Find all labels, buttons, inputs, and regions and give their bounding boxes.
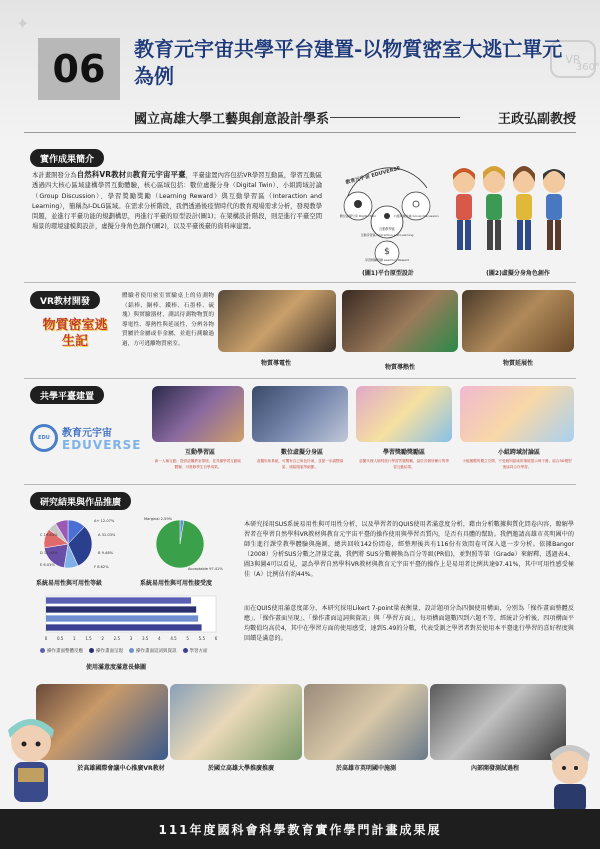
section-label-vr: VR教材開發 (30, 291, 100, 309)
eduverse-logo (30, 422, 140, 458)
vr-screenshot-thermal (342, 290, 458, 352)
pie-label: B 9.48% (98, 551, 114, 555)
intro-body: ，平臺建置內容包括VR學習互動區，學習互動區透過四大核心區域建構學習互動體驗，核心區域包括：數位虛擬分身（Digital Twin）、小組跨域討論（Group Discussion）、學習獎勵獎勵（Learning Reward）與互動學習區（Interaction and Learning），簡稱為I-DLG區域。在需求分析階段，我們透過後疫情時代的教育現場需求分析，發現教學問題，並進行平臺功能的規劃構思，再進行平臺的原型設計(圖1)；在架構設計階段，則是進行平臺空間場景的環境建模與設計，虛擬分身角色創作(圖2)，以及平臺後臺的資料庫建置。 (32, 172, 323, 231)
pie-label: Acceptable 97.41% (188, 567, 223, 571)
page-title: 教育元宇宙共學平台建置-以物質密室大逃亡單元為例 (134, 37, 563, 88)
photo-caption-1: 於高雄國際會議中心推廣VR教材 (77, 765, 165, 772)
platform-caption-2: 數位虛擬分身區 (280, 449, 323, 456)
360-icon: 360° (575, 62, 600, 73)
diagram-node-center: 互動教學區 (379, 227, 395, 231)
vr-caption-1: 物質導電性 (260, 360, 291, 367)
dollar-icon: $ (384, 247, 390, 257)
x-tick-label: 3 (129, 636, 133, 641)
eduverse-logo-en: EDUVERSE (62, 438, 142, 452)
diagram-node-group: 小組跨域討論 Group Discussion (393, 214, 439, 218)
section-label-intro: 實作成果簡介 (30, 149, 104, 167)
diagram-node-reward: 學習獎勵獎勵 Learning Reward (364, 258, 410, 262)
section-divider (24, 282, 576, 283)
bar-legend (40, 648, 208, 654)
legend-item-3: 操作畫面這詞與資訊 (129, 648, 177, 654)
vr-screenshot-conductivity (218, 290, 336, 352)
pie-label: A 31.03% (98, 533, 116, 537)
project-number-box (38, 38, 120, 100)
platform-desc-3: 虛擬代理人個判進行學習答題獎勵，當於各個所擁行的學習互動結果。 (359, 459, 449, 469)
decorative-sparkle-icon: ✦ (16, 14, 30, 33)
diagram-title: 教育元宇宙 EDUVERSE (344, 165, 402, 186)
pie-label: Marginal 2.59% (144, 517, 173, 521)
results-paragraph-1: 本研究採用SUS系統易用性與可用性分析，以及學習者的QUIS使用者滿意度分析，藉由分析數據與質化問卷內容，瞭解學習者在學習自然學科VR教材與教育元宇宙平臺的操作使用與學習否質內，是否有具體的幫助。我們邀請高雄市英明國中的師生進行課堂教學體驗與施測，總共回收142份問卷，經整理後共有116份有效問卷可深入進一步分析。依據Bangor（2008）分析SUS分數之評量定義，我們將 SUS分數轉換為百分等級(PR值)，並對照等第（Grade）來解釋，透過表4、圖3與圖4可以看見，認為學習自然學科VR教材與教育元宇宙平臺的操作上是易用者比例共達97.41%，其中可用性感受極佳（A）比例佔有約44%。 (244, 521, 574, 578)
legend-item-4: 學習方面 (183, 648, 208, 654)
eduverse-logo-cn: 教育元宇宙 (62, 428, 112, 439)
vr-screenshot-ductility (462, 290, 574, 352)
section-divider (24, 378, 576, 379)
bar (46, 597, 191, 603)
pie-label: D 12.93% (40, 551, 58, 555)
section-label-platform: 共學平臺建置 (30, 386, 104, 404)
platform-screenshot-interaction (152, 386, 244, 442)
x-tick-label: 4.5 (170, 636, 177, 641)
diagram-node-interaction: 互動學習區 Interaction and Learning (360, 233, 414, 237)
mascot-left-illustration (0, 712, 62, 812)
results-paragraph-2: 而在QUIS使用滿意度部分，本研究採用Likert 7-point量表衡量，設計題項分為四個使用構面，分別為「操作畫面整體反應」、「操作畫面呈現」、「操作畫面這詞與資訊」與「學習方面」，每項構面題數四到六題不等，經統計分析後，四項構面平均數值均高於4，其中在學習方面的使用感受，達到5.49的分數，代表受測之學習者對於使用本平臺進行學習的喜好程度與回饋是滿意的。 (244, 605, 574, 642)
vr-paragraph: 體驗者使用密室實驗桌上的待測物（鋁棒、銅棒、鐵棒、石墨棒、硫塊）與實驗器材，測試待測物物質的導電性、導熱性與延展性，分辨各物質屬於金屬或非金屬，並進行測驗過過，方可逃離物質密室。 (122, 293, 214, 347)
project-number: 06 (52, 47, 106, 91)
platform-desc-4: 小組團體的獨立空間，不受個別區域的環境提示與干擾，結合3D模型後協同合作學習。 (462, 459, 572, 469)
platform-caption-1: 互動學習區 (184, 449, 215, 456)
bar-caption: 使用滿意度滿意長條圖 (86, 664, 147, 671)
header-divider (24, 132, 576, 133)
photo-caption-2: 於國立高雄大學推廣推廣 (207, 765, 274, 772)
intro-lead-2: 與 (126, 172, 133, 179)
photo-junior-high (304, 684, 428, 760)
avatar-characters-illustration (450, 160, 576, 264)
x-tick-label: 5.5 (198, 636, 206, 641)
pie1-caption: 系統易用性與可用性等級 (36, 580, 103, 587)
photo-university (170, 684, 302, 760)
fig1-caption: (圖1)平台原型設計 (362, 270, 414, 277)
sus-grade-pie-chart (38, 514, 134, 576)
professor: 王政弘副教授 (497, 112, 576, 127)
platform-screenshot-avatar (252, 386, 348, 442)
x-tick-label: 1 (73, 636, 76, 641)
satisfaction-bar-chart (34, 594, 224, 646)
vr-caption-2: 物質導熱性 (384, 364, 415, 371)
vr-headset-icon: VR (550, 40, 596, 78)
legend-item-2: 操作畫面呈現 (89, 648, 123, 654)
divider (330, 117, 460, 118)
intro-strong-2: 教育元宇宙平臺 (132, 170, 186, 179)
bar (46, 606, 196, 612)
pie-label: C 19.83% (40, 533, 58, 537)
diagram-node-digital-twin: 數位虛擬分身 Digital Twin (339, 214, 377, 218)
platform-screenshot-reward (356, 386, 452, 442)
x-tick-label: 2.5 (113, 636, 121, 641)
platform-caption-4: 小組跨域討論區 (497, 449, 540, 456)
platform-prototype-diagram (332, 158, 442, 270)
x-tick-label: 3.5 (141, 636, 149, 641)
x-tick-label: 5 (186, 636, 189, 641)
department: 國立高雄大學工藝與創意設計學系 (134, 112, 330, 127)
platform-caption-3: 學習獎勵獎勵區 (382, 449, 425, 456)
section-label-results: 研究結果與作品推廣 (30, 492, 131, 510)
footer-text: 111年度國科會科學教育實作學門計畫成果展 (158, 822, 442, 837)
photo-caption-4: 內部開發測試過程 (470, 765, 519, 772)
pie-label: E 6.03% (40, 563, 55, 567)
section-divider (24, 484, 576, 485)
photo-caption-3: 於高雄市英明國中施測 (335, 765, 396, 772)
platform-desc-2: 虛擬形象系統，可獨有自己角色扮演，並提一步調整頭髮、頭髮服裝等細節。 (256, 459, 344, 469)
x-tick-label: 4 (158, 636, 161, 641)
x-tick-label: 6 (214, 636, 218, 641)
pie-label: F 8.62% (94, 565, 109, 569)
x-tick-label: 0.5 (56, 636, 64, 641)
legend-item-1: 操作畫面整體反應 (40, 648, 83, 654)
intro-paragraph (32, 170, 322, 233)
mascot-right-illustration (540, 740, 600, 812)
bar (46, 615, 198, 621)
vr-material-logo: 物質密室逃生記 (42, 318, 108, 349)
pie-label: A+ 12.07% (94, 519, 115, 523)
bar (46, 624, 202, 630)
footer (0, 809, 600, 849)
fig2-caption: (圖2)虛擬分身角色創作 (486, 270, 550, 277)
pie2-caption: 系統易用性與可用性接受度 (140, 580, 213, 587)
intro-strong-1: 自然科VR教材 (76, 170, 127, 179)
sus-acceptability-pie-chart (140, 514, 236, 576)
eduverse-emblem-icon: EDU (30, 424, 58, 452)
vr-caption-3: 物質延展性 (502, 360, 533, 367)
x-tick-label: 0 (44, 636, 48, 641)
pie-slice (156, 520, 204, 568)
x-tick-label: 1.5 (85, 636, 92, 641)
platform-desc-1: 新一人稱互動，提供虛擬教室情境，並具備學習互動區體驗，可進修學生自學成果。 (154, 459, 242, 469)
platform-screenshot-group (460, 386, 574, 442)
x-tick-label: 2 (101, 636, 104, 641)
intro-lead: 本計畫開發分為 (32, 172, 77, 179)
